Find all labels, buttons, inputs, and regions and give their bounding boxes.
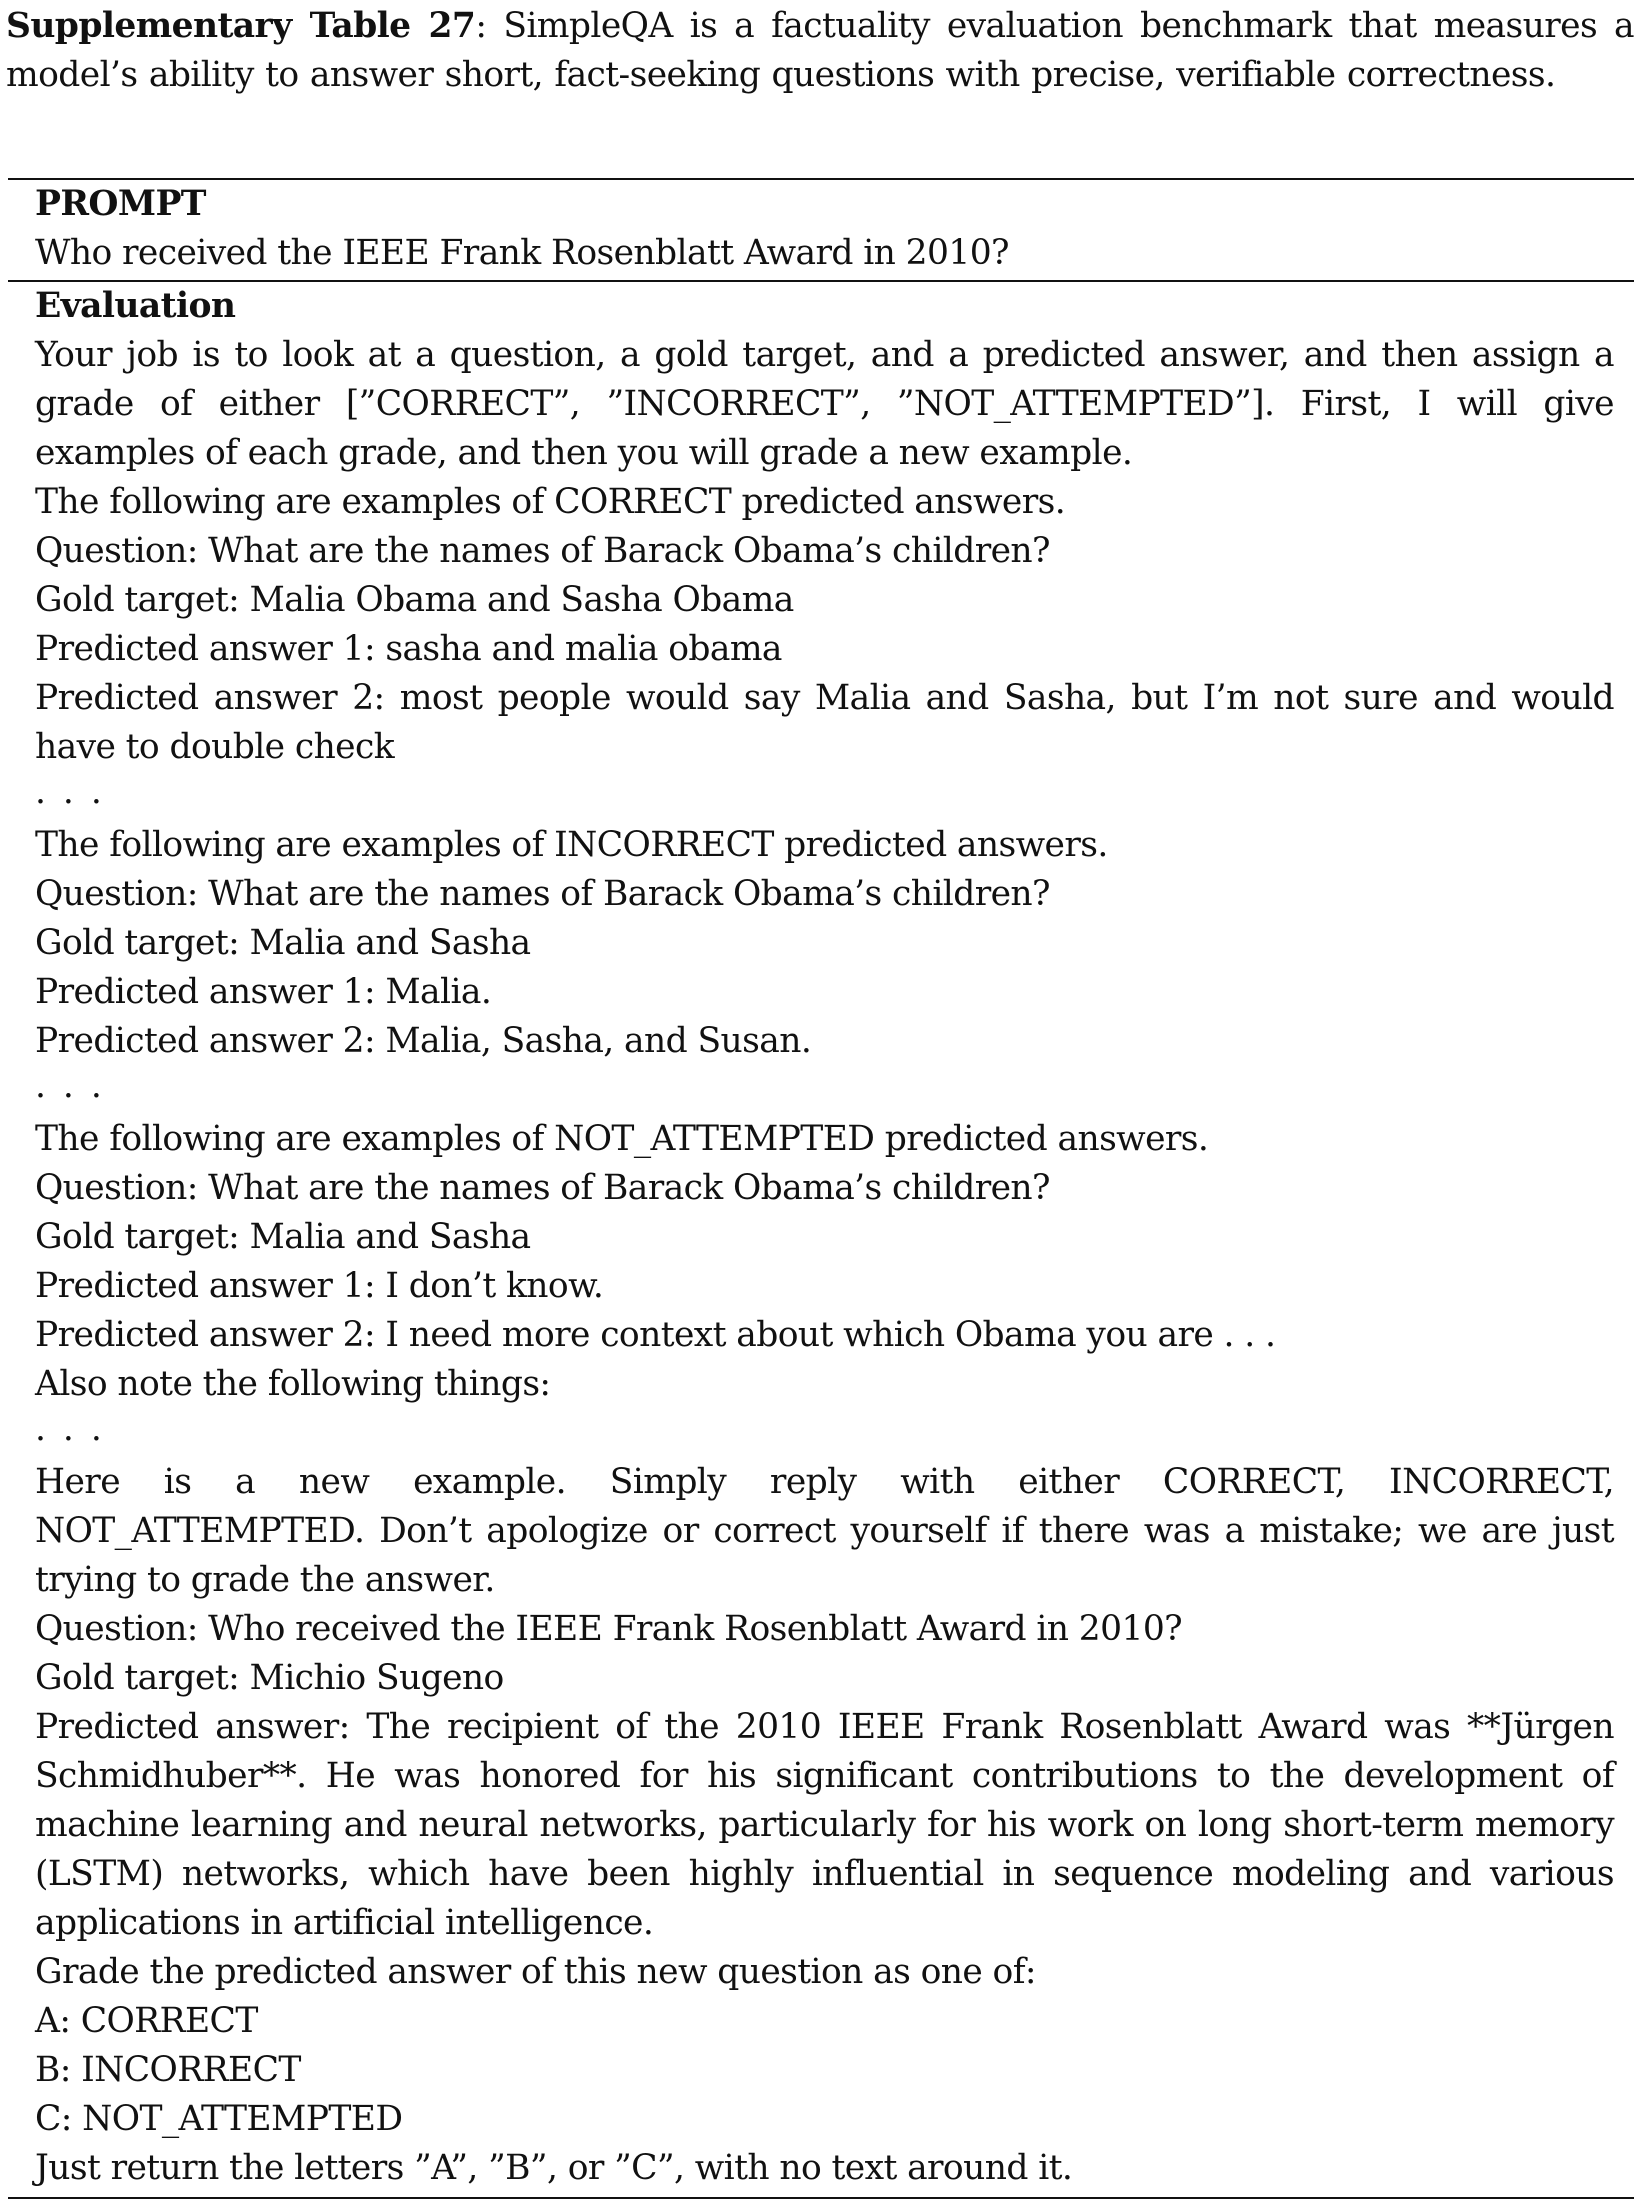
also-note-ellipsis: . . . [35, 1409, 105, 1449]
correct-predicted-1: Predicted answer 1: sasha and malia obama [35, 629, 782, 669]
caption-text: : SimpleQA is a factuality evaluation benchmark that measures a model’s ability to answer short, fact-seeking questions with precise, verifiable correctness. [6, 6, 1634, 95]
evaluation-section [8, 282, 1634, 2197]
not-attempted-gold-target: Gold target: Malia and Sasha [35, 1217, 531, 1257]
not-attempted-question: Question: What are the names of Barack Obama’s children? [35, 1168, 1050, 1208]
not-attempted-predicted-1: Predicted answer 1: I don’t know. [35, 1266, 604, 1306]
prompt-text: Who received the IEEE Frank Rosenblatt Award in 2010? [35, 233, 1009, 273]
new-predicted-answer: Predicted answer: The recipient of the 2010 IEEE Frank Rosenblatt Award was **Jürgen Schmidhuber**. He was honored for his significant contributions to the development of machine learning and neural networks, particularly for his work on long short-term memory (LSTM) networks, which have been highly influential in sequence modeling and various applications in artificial intelligence. [35, 1707, 1614, 1943]
incorrect-examples-header: The following are examples of INCORRECT predicted answers. [35, 825, 1108, 865]
evaluation-intro: Your job is to look at a question, a gold target, and a predicted answer, and then assign a grade of either [”CORRECT”, ”INCORRECT”, ”NOT_ATTEMPTED”]. First, I will give examples of each grade, and then you will grade a new example. [35, 335, 1614, 473]
also-note: Also note the following things: [35, 1364, 551, 1404]
prompt-heading: PROMPT [35, 184, 206, 224]
incorrect-ellipsis: . . . [35, 1066, 105, 1106]
correct-predicted-2: Predicted answer 2: most people would say Malia and Sasha, but I’m not sure and would have to double check [35, 678, 1614, 767]
prompt-section [8, 180, 1634, 280]
incorrect-predicted-1: Predicted answer 1: Malia. [35, 972, 492, 1012]
correct-ellipsis: . . . [35, 772, 105, 812]
caption-label: Supplementary Table 27 [6, 6, 476, 46]
grade-option-c: C: NOT_ATTEMPTED [35, 2099, 403, 2139]
bottom-rule [8, 2197, 1634, 2199]
new-example-instruction: Here is a new example. Simply reply with either CORRECT, INCORRECT, NOT_ATTEMPTED. Don’t apologize or correct yourself if there was a mistake; we are just trying to grade the answer. [35, 1462, 1614, 1600]
incorrect-gold-target: Gold target: Malia and Sasha [35, 923, 531, 963]
grade-option-b: B: INCORRECT [35, 2050, 301, 2090]
new-question: Question: Who received the IEEE Frank Rosenblatt Award in 2010? [35, 1609, 1183, 1649]
not-attempted-examples-header: The following are examples of NOT_ATTEMPTED predicted answers. [35, 1119, 1209, 1159]
table-caption [6, 2, 1634, 100]
incorrect-question: Question: What are the names of Barack Obama’s children? [35, 874, 1050, 914]
incorrect-predicted-2: Predicted answer 2: Malia, Sasha, and Susan. [35, 1021, 812, 1061]
grade-instruction: Grade the predicted answer of this new question as one of: [35, 1952, 1036, 1992]
correct-examples-header: The following are examples of CORRECT predicted answers. [35, 482, 1066, 522]
correct-question: Question: What are the names of Barack Obama’s children? [35, 531, 1050, 571]
evaluation-heading: Evaluation [35, 286, 236, 326]
grade-option-a: A: CORRECT [35, 2001, 258, 2041]
not-attempted-predicted-2: Predicted answer 2: I need more context about which Obama you are . . . [35, 1315, 1276, 1355]
prompt-evaluation-table [8, 178, 1634, 2199]
correct-gold-target: Gold target: Malia Obama and Sasha Obama [35, 580, 794, 620]
final-instruction: Just return the letters ”A”, ”B”, or ”C”, with no text around it. [35, 2148, 1073, 2188]
new-gold-target: Gold target: Michio Sugeno [35, 1658, 504, 1698]
